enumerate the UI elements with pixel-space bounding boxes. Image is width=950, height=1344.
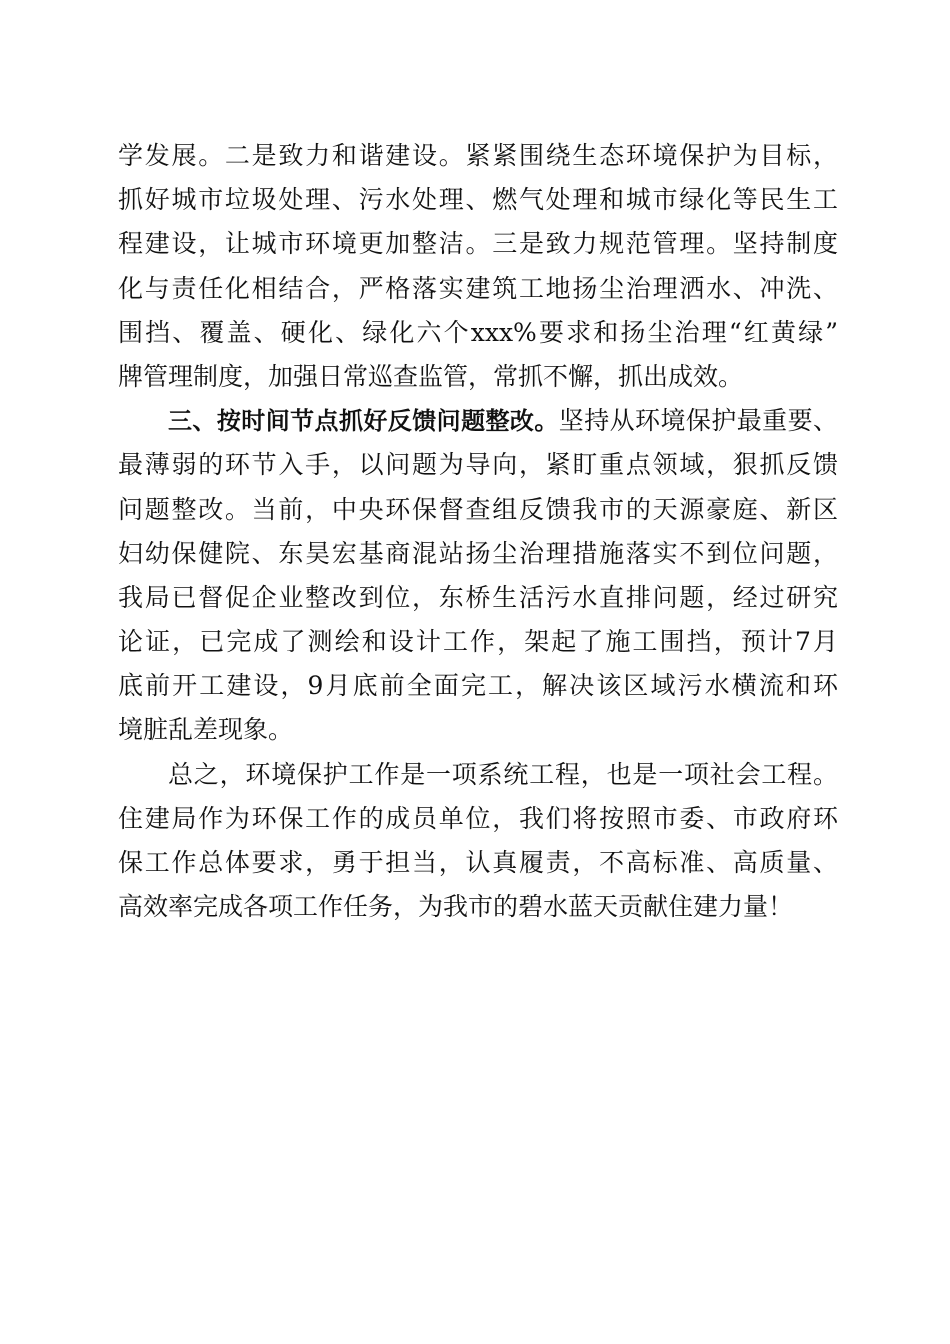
text-line: 围挡、覆盖、硬化、绿化六个xxx%要求和扬尘治理“红黄绿”: [118, 317, 838, 347]
text-line: 总之，环境保护工作是一项系统工程，也是一项社会工程。: [168, 759, 838, 789]
paragraph-conclusion: [118, 753, 838, 930]
text-line: 程建设，让城市环境更加整洁。三是致力规范管理。坚持制度: [118, 229, 838, 259]
heading-line-text: 坚持从环境保护最重要、: [558, 406, 838, 436]
text-line: 我局已督促企业整改到位，东桥生活污水直排问题，经过研究: [118, 582, 838, 612]
text-line: 住建局作为环保工作的成员单位，我们将按照市委、市政府环: [118, 803, 838, 833]
document-body: [118, 134, 838, 929]
text-line: 境脏乱差现象。: [118, 715, 294, 745]
text-line: 问题整改。当前，中央环保督查组反馈我市的天源豪庭、新区: [118, 494, 838, 524]
text-line: 底前开工建设，9月底前全面完工，解决该区域污水横流和环: [118, 671, 838, 701]
text-line: 论证，已完成了测绘和设计工作，架起了施工围挡，预计7月: [118, 627, 838, 657]
text-line: 最薄弱的环节入手，以问题为导向，紧盯重点领域，狠抓反馈: [118, 450, 838, 480]
paragraph-rectification: [118, 399, 838, 753]
text-line: 化与责任化相结合，严格落实建筑工地扬尘治理洒水、冲洗、: [118, 273, 838, 303]
text-line: 保工作总体要求，勇于担当，认真履责，不高标准、高质量、: [118, 848, 838, 877]
text-line: 抓好城市垃圾处理、污水处理、燃气处理和城市绿化等民生工: [118, 185, 838, 215]
text-line: 妇幼保健院、东昊宏基商混站扬尘治理措施落实不到位问题，: [118, 538, 838, 568]
text-line: 牌管理制度，加强日常巡查监管，常抓不懈，抓出成效。: [118, 361, 744, 391]
section-heading: 三、按时间节点抓好反馈问题整改。: [168, 407, 559, 436]
paragraph-development-management: [118, 134, 838, 399]
text-line: 高效率完成各项工作任务，为我市的碧水蓝天贡献住建力量！: [118, 892, 794, 922]
text-line: 学发展。二是致力和谐建设。紧紧围绕生态环境保护为目标，: [118, 141, 838, 170]
text-line-with-heading: [118, 399, 838, 443]
